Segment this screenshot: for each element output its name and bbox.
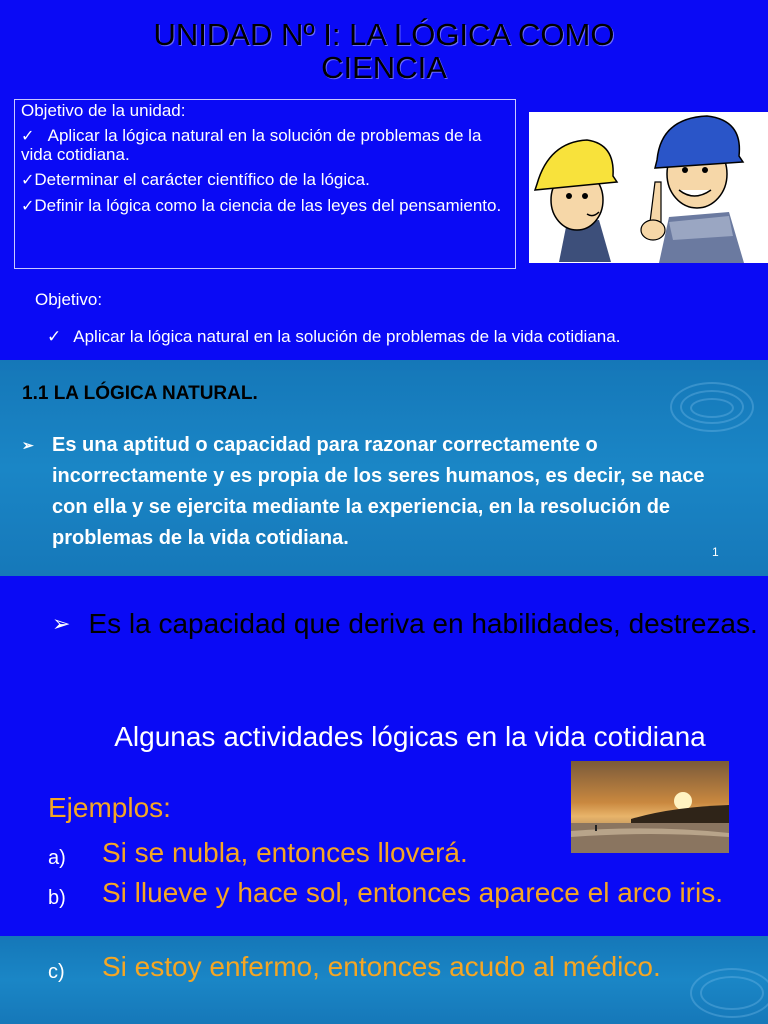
workers-cartoon-image bbox=[529, 112, 768, 263]
title-line-2: CIENCIA bbox=[321, 50, 447, 85]
example-c bbox=[48, 952, 732, 982]
section-2-bullet: ➢ Es la capacidad que deriva en habilidades, destrezas. bbox=[52, 608, 758, 639]
example-label: b) bbox=[48, 887, 66, 909]
checkmark-icon: ✓ bbox=[47, 327, 62, 346]
objective-item-3: ✓Definir la lógica como la ciencia de las leyes del pensamiento. bbox=[21, 196, 502, 215]
section-1-heading: 1.1 LA LÓGICA NATURAL. bbox=[22, 383, 258, 404]
example-label: c) bbox=[48, 961, 65, 983]
page-number: 1 bbox=[712, 545, 719, 559]
checkmark-icon: ✓ bbox=[21, 198, 35, 215]
example-text: Si se nubla, entonces lloverá. bbox=[102, 837, 468, 868]
example-text: Si llueve y hace sol, entonces aparece el arco iris. bbox=[102, 877, 723, 908]
examples-label: Ejemplos: bbox=[48, 792, 171, 823]
title-line-1: UNIDAD Nº I: LA LÓGICA COMO bbox=[153, 17, 615, 52]
example-b bbox=[48, 878, 732, 908]
objective2-item: ✓ Aplicar la lógica natural en la solución de problemas de la vida cotidiana. bbox=[47, 327, 621, 346]
section-1-text: Es una aptitud o capacidad para razonar correctamente o incorrectamente y es propia de los seres humanos, es decir, se nace con ella y se ejercita mediante la experiencia, en la resolución de problemas de la vida cotidiana. bbox=[52, 434, 705, 549]
activities-heading: Algunas actividades lógicas en la vida cotidiana bbox=[114, 721, 706, 752]
checkmark-icon: ✓ bbox=[21, 128, 35, 145]
section-1-bullet bbox=[22, 430, 742, 554]
example-label: a) bbox=[48, 847, 66, 869]
example-text: Si estoy enfermo, entonces acudo al médico. bbox=[102, 951, 661, 982]
checkmark-icon: ✓ bbox=[21, 172, 35, 189]
objective-box bbox=[14, 99, 516, 269]
arrow-bullet-icon: ➢ bbox=[22, 437, 34, 453]
objective-heading: Objetivo de la unidad: bbox=[21, 101, 186, 120]
objective-item-2: ✓Determinar el carácter científico de la lógica. bbox=[21, 170, 370, 189]
objective-item-1: ✓ Aplicar la lógica natural en la solución de problemas de la vida cotidiana. bbox=[21, 126, 482, 164]
objective2-heading: Objetivo: bbox=[35, 290, 103, 309]
page-title bbox=[0, 18, 768, 84]
example-a bbox=[48, 838, 732, 868]
arrow-bullet-icon: ➢ bbox=[52, 611, 71, 636]
